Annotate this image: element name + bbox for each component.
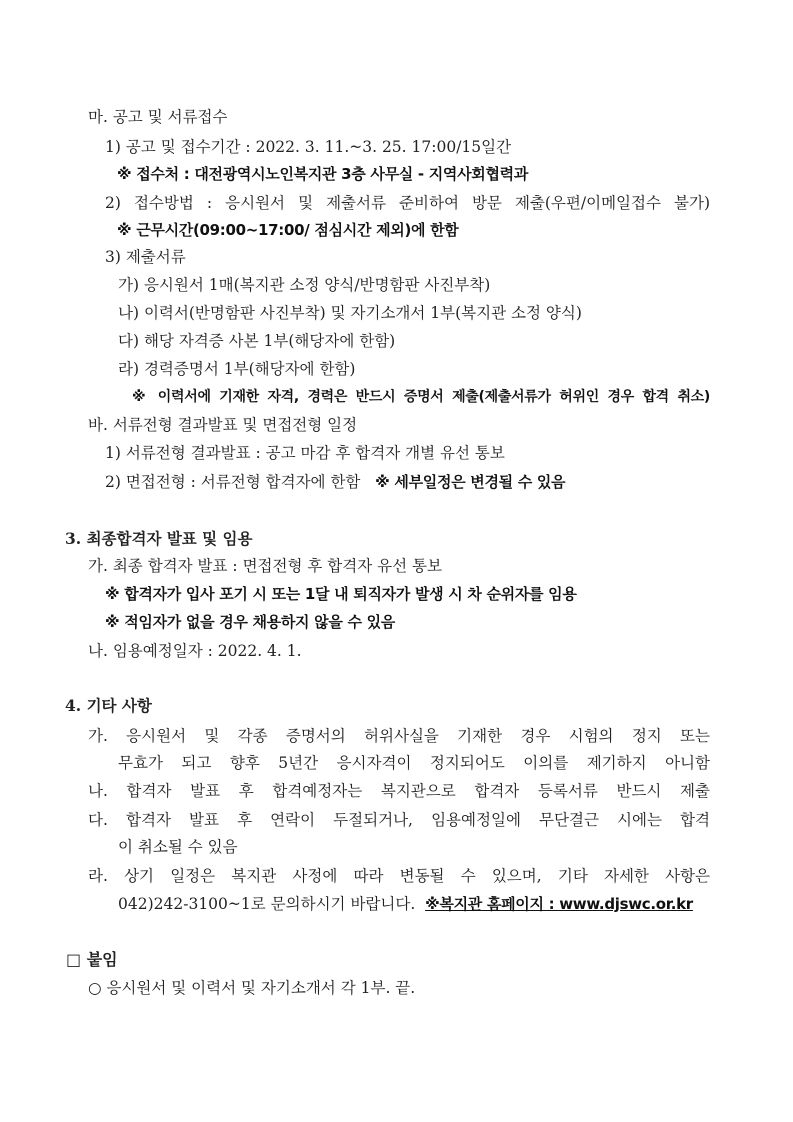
item-contact-cont — [118, 894, 693, 914]
item-method: 2) 접수방법 : 응시원서 및 제출서류 준비하여 방문 제출(우편/이메일접수 불가) — [105, 194, 710, 212]
item-final-announce: 가. 최종 합격자 발표 : 면접전형 후 합격자 유선 통보 — [88, 557, 442, 575]
doc-item: 다) 해당 자격증 사본 1부(해당자에 한함) — [118, 332, 396, 350]
attachment-heading: □ 붙임 — [66, 950, 118, 969]
doc-item: 라) 경력증명서 1부(해당자에 한함) — [118, 360, 356, 378]
item-documents: 3) 제출서류 — [105, 248, 186, 266]
item-false-info: 가. 응시원서 및 각종 증명서의 허위사실을 기재한 경우 시험의 정지 또는 — [88, 727, 710, 745]
item-false-info-cont: 무효가 되고 향후 5년간 응시자격이 정지되어도 이의를 제기하지 아니함 — [118, 754, 710, 772]
contact-phone: 042)242-3100~1로 문의하시기 바랍니다. — [118, 895, 416, 913]
note-certificates: ※ 이력서에 기재한 자격, 경력은 반드시 증명서 제출(제출서류가 허위인 경우 합격 취소) — [132, 389, 710, 405]
attachment-item: ○ 응시원서 및 이력서 및 자기소개서 각 1부. 끝. — [88, 979, 416, 997]
note-replacement: ※ 합격자가 입사 포기 시 또는 1달 내 퇴직자가 발생 시 차 순위자를 임용 — [105, 585, 577, 603]
item-interview — [105, 472, 565, 492]
section-3-heading: 3. 최종합격자 발표 및 임용 — [65, 529, 253, 548]
item-doc-result: 1) 서류전형 결과발표 : 공고 마감 후 합격자 개별 유선 통보 — [105, 444, 505, 462]
note-hours: ※ 근무시간(09:00~17:00/ 점심시간 제외)에 한함 — [117, 221, 459, 239]
section-4-heading: 4. 기타 사항 — [65, 696, 152, 715]
note-reception: ※ 접수처 : 대전광역시노인복지관 3층 사무실 - 지역사회협력과 — [117, 165, 529, 183]
section-ma-heading: 마. 공고 및 서류접수 — [88, 108, 228, 126]
doc-item: 나) 이력서(반명함판 사진부착) 및 자기소개서 1부(복지관 소정 양식) — [118, 304, 582, 322]
item-registration: 나. 합격자 발표 후 합격예정자는 복지관으로 합격자 등록서류 반드시 제출 — [88, 782, 710, 800]
item-contact: 라. 상기 일정은 복지관 사정에 따라 변동될 수 있으며, 기타 자세한 사항은 — [88, 867, 710, 885]
item-interview-text: 2) 면접전형 : 서류전형 합격자에 한함 — [105, 473, 361, 491]
note-schedule-change: ※ 세부일정은 변경될 수 있음 — [375, 473, 566, 491]
item-cancel-cont: 이 취소될 수 있음 — [118, 838, 238, 856]
item-start-date: 나. 임용예정일자 : 2022. 4. 1. — [88, 642, 302, 660]
homepage-link[interactable]: ※복지관 홈페이지 : www.djswc.or.kr — [425, 895, 693, 913]
doc-item: 가) 응시원서 1매(복지관 소정 양식/반명함판 사진부착) — [118, 276, 491, 294]
note-no-hire: ※ 적임자가 없을 경우 채용하지 않을 수 있음 — [105, 613, 395, 631]
item-cancel: 다. 합격자 발표 후 연락이 두절되거나, 임용예정일에 무단결근 시에는 합격 — [88, 811, 710, 829]
section-ba-heading: 바. 서류전형 결과발표 및 면접전형 일정 — [88, 416, 358, 434]
item-period: 1) 공고 및 접수기간 : 2022. 3. 11.~3. 25. 17:00/15일간 — [105, 138, 512, 156]
